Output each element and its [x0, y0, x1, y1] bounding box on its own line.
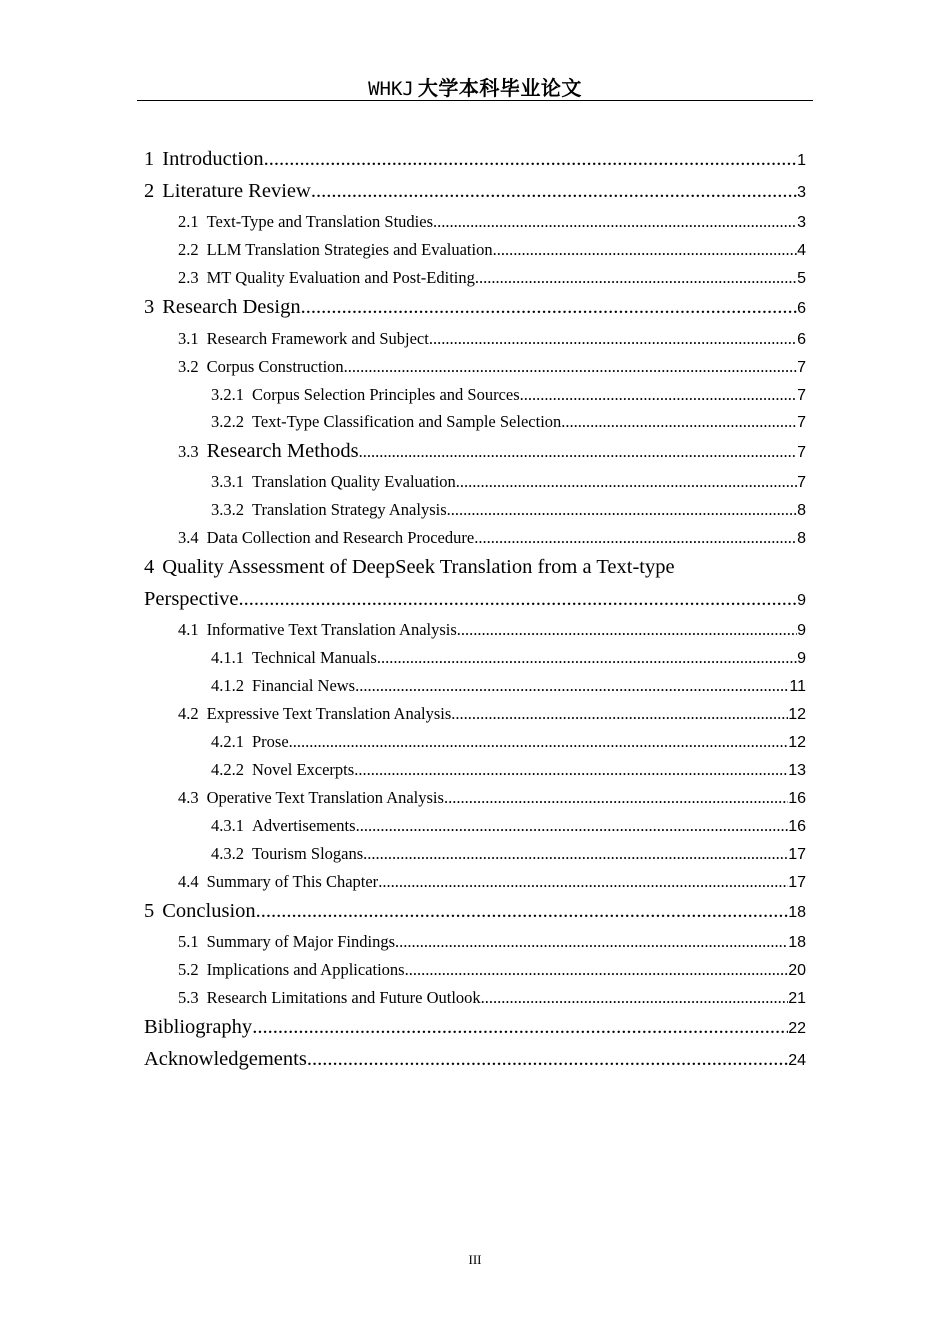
header-latin: WHKJ: [368, 78, 414, 100]
toc-entry-3-3-1[interactable]: 3.3.1 Translation Quality Evaluation ..... 7: [144, 472, 806, 492]
toc-entry-4-1-1[interactable]: 4.1.1 Technical Manuals ..... 9: [144, 648, 806, 668]
toc-entry-5-3[interactable]: 5.3 Research Limitations and Future Outlook ..... 21: [144, 988, 806, 1008]
toc-entry-3[interactable]: 3 Research Design ..... 6: [144, 296, 806, 319]
toc-entry-4-3-1[interactable]: 4.3.1 Advertisements ..... 16: [144, 816, 806, 836]
header-title: 大学本科毕业论文: [417, 76, 582, 100]
toc-entry-5-1[interactable]: 5.1 Summary of Major Findings ..... 18: [144, 932, 806, 952]
toc-entry-2-1[interactable]: 2.1 Text-Type and Translation Studies ..... 3: [144, 212, 806, 232]
toc-entry-acknowledgements[interactable]: Acknowledgements ..... 24: [144, 1048, 806, 1071]
toc-entry-4-line1[interactable]: 4 Quality Assessment of DeepSeek Translation from a Text-type: [144, 556, 675, 578]
toc-entry-2-3[interactable]: 2.3 MT Quality Evaluation and Post-Editing ..... 5: [144, 268, 806, 288]
toc-entry-3-1[interactable]: 3.1 Research Framework and Subject ..... 6: [144, 329, 806, 349]
toc-entry-4-1-2[interactable]: 4.1.2 Financial News ..... 11: [144, 676, 806, 696]
toc-entry-4-2-1[interactable]: 4.2.1 Prose ..... 12: [144, 732, 806, 752]
toc-entry-3-3-2[interactable]: 3.3.2 Translation Strategy Analysis ..... 8: [144, 500, 806, 520]
toc-entry-3-3[interactable]: 3.3 Research Methods ..... 7: [144, 440, 806, 463]
toc-entry-2-2[interactable]: 2.2 LLM Translation Strategies and Evaluation ..... 4: [144, 240, 806, 260]
toc-entry-2[interactable]: 2 Literature Review ..... 3: [144, 180, 806, 203]
toc-entry-1[interactable]: 1 Introduction ..... 1: [144, 148, 806, 171]
toc-entry-4[interactable]: Perspective ..... 9: [144, 588, 806, 611]
toc-entry-3-2-2[interactable]: 3.2.2 Text-Type Classification and Sample Selection ..... 7: [144, 412, 806, 432]
toc-entry-bibliography[interactable]: Bibliography ..... 22: [144, 1016, 806, 1039]
toc-entry-4-3-2[interactable]: 4.3.2 Tourism Slogans ..... 17: [144, 844, 806, 864]
toc-entry-3-2-1[interactable]: 3.2.1 Corpus Selection Principles and Sources ..... 7: [144, 385, 806, 405]
toc-entry-5[interactable]: 5 Conclusion ..... 18: [144, 900, 806, 923]
toc-entry-5-2[interactable]: 5.2 Implications and Applications ..... 20: [144, 960, 806, 980]
toc-entry-3-4[interactable]: 3.4 Data Collection and Research Procedure ..... 8: [144, 528, 806, 548]
running-header: [137, 72, 813, 101]
toc-entry-4-2-2[interactable]: 4.2.2 Novel Excerpts ..... 13: [144, 760, 806, 780]
toc-entry-4-1[interactable]: 4.1 Informative Text Translation Analysis ..... 9: [144, 620, 806, 640]
toc-entry-4-2[interactable]: 4.2 Expressive Text Translation Analysis ..... 12: [144, 704, 806, 724]
toc-entry-3-2[interactable]: 3.2 Corpus Construction ..... 7: [144, 357, 806, 377]
toc-entry-4-3[interactable]: 4.3 Operative Text Translation Analysis ..... 16: [144, 788, 806, 808]
toc-entry-4-4[interactable]: 4.4 Summary of This Chapter ..... 17: [144, 872, 806, 892]
page-number: III: [468, 1252, 482, 1267]
